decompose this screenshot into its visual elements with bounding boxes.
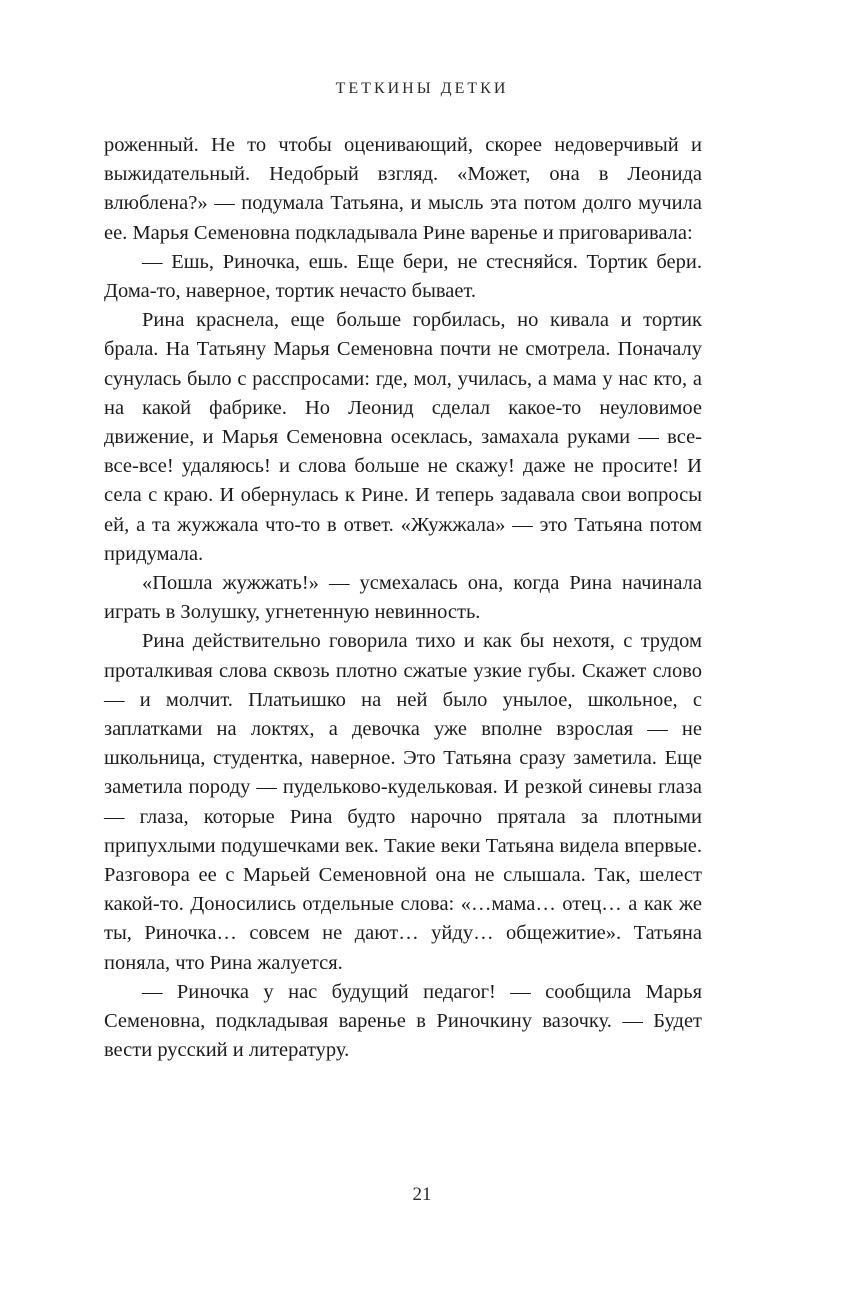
body-paragraph: «Пошла жужжать!» — усмехалась она, когда Рина начинала играть в Золушку, угнетенную невинность. bbox=[104, 572, 702, 624]
page-number: 21 bbox=[412, 1184, 432, 1205]
running-header: ТЕТКИНЫ ДЕТКИ bbox=[335, 80, 509, 97]
body-paragraph: роженный. Не то чтобы оценивающий, скорее недоверчивый и выжидательный. Недобрый взгляд. «Может, она в Леонида влюблена?» — подумала Татьяна, и мысль эта потом долго мучила ее. Марья Семеновна подкладывала Рине варенье и приговаривала: bbox=[104, 134, 702, 244]
body-text-block bbox=[104, 131, 702, 1066]
body-paragraph: — Ешь, Риночка, ешь. Еще бери, не стесняйся. Тортик бери. Дома-то, наверное, тортик нечасто бывает. bbox=[104, 250, 702, 303]
body-paragraph: Рина действительно говорила тихо и как бы нехотя, с трудом проталкивая слова сквозь плотно сжатые узкие губы. Скажет слово — и молчит. Платьишко на ней было унылое, школьное, с заплатками на локтях, а девочка уже вполне взрослая — не школьница, студентка, наверное. Это Татьяна сразу заметила. Еще заметила породу — пудельково-кудельковая. И резкой синевы глаза — глаза, которые Рина будто нарочно прятала за плотными припухлыми подушечками век. Такие веки Татьяна видела впервые. Разговора ее с Марьей Семеновной она не слышала. Так, шелест какой-то. Доносились отдельные слова: «…мама… отец… а как же ты, Риночка… совсем не дают… уйду… общежитие». Татьяна поняла, что Рина жалуется. bbox=[104, 630, 702, 974]
body-paragraph: — Риночка у нас будущий педагог! — сообщила Марья Семеновна, подкладывая варенье в Риночкину вазочку. — Будет вести русский и литературу. bbox=[104, 980, 702, 1062]
body-paragraph: Рина краснела, еще больше горбилась, но кивала и тортик брала. На Татьяну Марья Семеновна почти не смотрела. Поначалу сунулась было с расспросами: где, мол, училась, а мама у нас кто, а на какой фабрике. Но Леонид сделал какое-то неуловимое движение, и Марья Семеновна осеклась, замахала руками — все-все-все! удаляюсь! и слова больше не скажу! даже не просите! И села с краю. И обернулась к Рине. И теперь задавала свои вопросы ей, а та жужжала что-то в ответ. «Жужжала» — это Татьяна потом придумала. bbox=[104, 309, 702, 565]
